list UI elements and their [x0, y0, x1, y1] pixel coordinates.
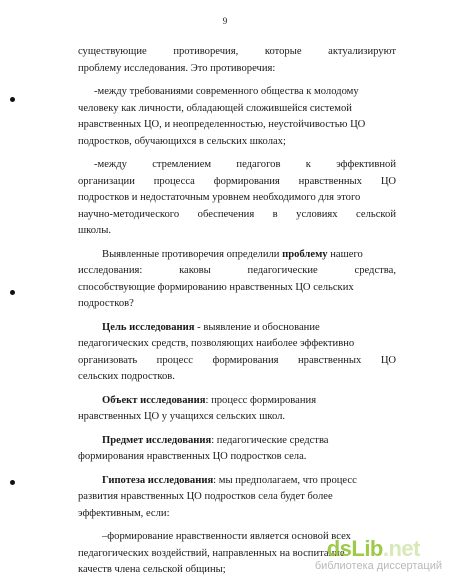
- text-line: Гипотеза исследования: мы предполагаем, что процесс: [102, 474, 357, 486]
- object-heading: Объект исследования: [102, 394, 206, 406]
- text-line: организации процесса формирования нравственных ЦО: [78, 175, 396, 187]
- text-line: Цель исследования - выявление и обоснование: [102, 321, 320, 333]
- text-line: эффективным, если:: [78, 507, 170, 519]
- text-line: Выявленные противоречия определили проблему нашего: [102, 248, 363, 260]
- text-line: подростков?: [78, 298, 134, 309]
- text-line: проблему исследования. Это противоречия:: [78, 62, 276, 74]
- text-line: существующие противоречия, которые актуализируют: [78, 46, 396, 57]
- text-line: человеку как личности, обладающей сложившейся системой: [78, 102, 352, 114]
- text-line: нравственных ЦО у учащихся сельских школ.: [78, 411, 286, 422]
- text-line: Предмет исследования: педагогические средства: [102, 434, 329, 446]
- text-line: подростков и недостаточным уровнем необходимого для этого: [78, 192, 361, 203]
- problem-term: проблему: [282, 248, 328, 260]
- text-line: формирования нравственных ЦО подростков села.: [78, 451, 307, 462]
- margin-dot: [10, 480, 15, 485]
- text-line: нравственных ЦО, и неопределенностью, неустойчивостью ЦО: [78, 119, 366, 130]
- watermark-logo: dsLib.net: [326, 536, 420, 561]
- text-line: организовать процесс формирования нравственных ЦО: [78, 354, 396, 366]
- page-number: 9: [222, 16, 228, 26]
- text-line: педагогических средств, позволяющих наиболее эффективно: [78, 338, 355, 349]
- margin-dot: [10, 290, 15, 295]
- text-line: научно-методического обеспечения в условиях сельской: [78, 208, 396, 220]
- text-line: качеств члена сельской общины;: [78, 564, 226, 575]
- text-line: Объект исследования: процесс формирования: [102, 394, 317, 406]
- text-line: педагогических воздействий, направленных на воспитание: [78, 547, 345, 559]
- text-line: -между стремлением педагогов к эффективной: [94, 159, 396, 170]
- text-line: развития нравственных ЦО подростков села будет более: [78, 491, 333, 502]
- hypothesis-heading: Гипотеза исследования: [102, 474, 214, 486]
- watermark-subtitle: библиотека диссертаций: [314, 560, 442, 572]
- text-line: сельских подростков.: [78, 371, 175, 382]
- text-line: подростков, обучающихся в сельских школах;: [78, 135, 286, 147]
- text-line: способствующие формированию нравственных ЦО сельских: [78, 281, 354, 293]
- text-line: исследования: каковы педагогические средства,: [78, 265, 396, 276]
- text-line: -между требованиями современного общества к молодому: [94, 86, 359, 97]
- subject-heading: Предмет исследования: [102, 434, 212, 446]
- margin-dot: [10, 97, 15, 102]
- text-line: –формирование нравственности является основой всех: [102, 531, 351, 542]
- text-line: школы.: [78, 225, 111, 236]
- watermark: [302, 536, 442, 576]
- document-body: [78, 44, 396, 579]
- goal-heading: Цель исследования: [102, 321, 195, 333]
